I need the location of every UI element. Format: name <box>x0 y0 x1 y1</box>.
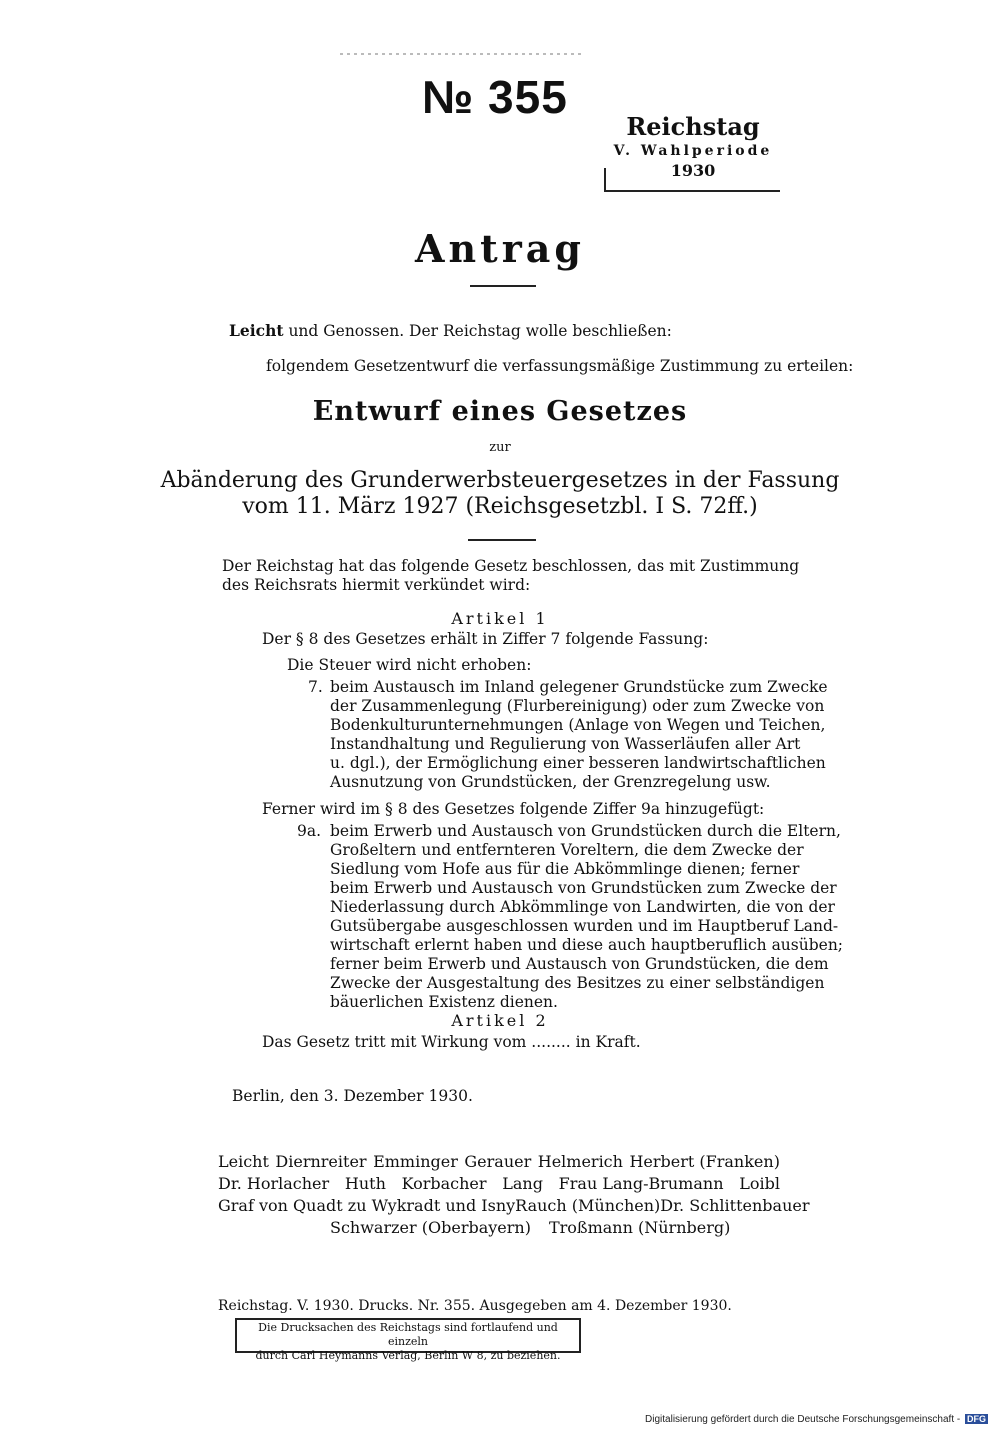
item-7-line: beim Austausch im Inland gelegener Grundstücke zum Zwecke <box>330 678 828 696</box>
reichstag-bracket-rule <box>604 190 780 192</box>
item-7-line: Instandhaltung und Regulierung von Wasserläufen aller Art <box>330 735 801 753</box>
draft-zur: zur <box>489 440 511 455</box>
signatory-row <box>330 1217 730 1239</box>
signatory: Troßmann (Nürnberg) <box>548 1218 731 1237</box>
divider-rule-2 <box>468 539 536 541</box>
signatory: Rauch (München) <box>515 1196 661 1215</box>
dfg-logo-icon: DFG <box>967 1414 986 1424</box>
signatory: Leicht <box>218 1152 269 1171</box>
signatory: Schwarzer (Oberbayern) <box>330 1218 531 1237</box>
signatory: Huth <box>344 1174 386 1193</box>
signatory: Lang <box>502 1174 543 1193</box>
draft-title: Entwurf eines Gesetzes <box>312 396 688 427</box>
draft-subtitle-2: vom 11. März 1927 (Reichsgesetzbl. I S. 72ff.) <box>242 494 758 519</box>
wahlperiode-label: V. Wahlperiode <box>613 143 773 159</box>
item-9a-label: 9a. <box>297 822 322 840</box>
intro-author: Leicht <box>229 321 284 340</box>
article-1-heading: Artikel 1 <box>451 609 549 628</box>
item-9a-line: wirtschaft erlernt haben und diese auch hauptberuflich ausüben; <box>330 936 844 954</box>
article-1-line-3: Ferner wird im § 8 des Gesetzes folgende Ziffer 9a hinzugefügt: <box>262 800 765 818</box>
item-7-line: Bodenkulturunternehmungen (Anlage von Wegen und Teichen, <box>330 716 826 734</box>
signatory: Emminger <box>373 1152 458 1171</box>
item-9a-line: ferner beim Erwerb und Austausch von Grundstücken, die dem <box>330 955 829 973</box>
signatory-row <box>218 1173 780 1195</box>
reichstag-bracket-vertical <box>604 168 606 190</box>
signatory: Dr. Horlacher <box>218 1174 330 1193</box>
article-1-line-2: Die Steuer wird nicht erhoben: <box>287 656 532 674</box>
signatory: Diernreiter <box>275 1152 367 1171</box>
intro-line-1 <box>229 321 672 341</box>
article-1-line-1: Der § 8 des Gesetzes erhält in Ziffer 7 folgende Fassung: <box>262 630 709 648</box>
footer-box-line-1: Die Drucksachen des Reichstags sind fortlaufend und einzeln <box>258 1321 558 1348</box>
place-date: Berlin, den 3. Dezember 1930. <box>232 1087 473 1105</box>
item-9a-line: Siedlung vom Hofe aus für die Abkömmlinge dienen; ferner <box>330 860 800 878</box>
item-7-line: der Zusammenlegung (Flurbereinigung) oder zum Zwecke von <box>330 697 825 715</box>
faint-stamp <box>340 40 640 46</box>
intro-rest: und Genossen. Der Reichstag wolle beschließen: <box>288 322 672 340</box>
digitization-text: Digitalisierung gefördert durch die Deutsche Forschungsgemeinschaft - <box>645 1414 961 1425</box>
signatory: Herbert (Franken) <box>629 1152 780 1171</box>
footer-imprint: Reichstag. V. 1930. Drucks. Nr. 355. Ausgegeben am 4. Dezember 1930. <box>218 1298 732 1314</box>
document-type-heading: Antrag <box>415 226 585 271</box>
item-7-label: 7. <box>308 678 323 696</box>
article-2-heading: Artikel 2 <box>451 1011 549 1030</box>
footer-notice-box <box>235 1318 581 1362</box>
preamble-line-1: Der Reichstag hat das folgende Gesetz beschlossen, das mit Zustimmung <box>222 557 800 575</box>
item-9a-line: beim Erwerb und Austausch von Grundstücken durch die Eltern, <box>330 822 841 840</box>
item-7-line: u. dgl.), der Ermöglichung einer besseren landwirtschaftlichen <box>330 754 826 772</box>
draft-subtitle-1: Abänderung des Grunderwerbsteuergesetzes in der Fassung <box>160 468 840 493</box>
article-2-line: Das Gesetz tritt mit Wirkung vom ........ in Kraft. <box>262 1033 641 1051</box>
preamble-line-2: des Reichsrats hiermit verkündet wird: <box>222 576 531 594</box>
signatory-row <box>218 1151 780 1173</box>
year-label: 1930 <box>670 161 716 180</box>
item-9a-line: beim Erwerb und Austausch von Grundstücken zum Zwecke der <box>330 879 837 897</box>
reichstag-label: Reichstag <box>626 112 760 141</box>
footer-box-line-2: durch Carl Heymanns Verlag, Berlin W 8, zu beziehen. <box>255 1349 561 1362</box>
signatory: Dr. Schlittenbauer <box>660 1196 810 1215</box>
item-9a-line: Niederlassung durch Abkömmlinge von Landwirten, die von der <box>330 898 835 916</box>
item-9a-line: Großeltern und entfernteren Voreltern, die dem Zwecke der <box>330 841 804 859</box>
signatory-row <box>218 1195 810 1217</box>
reichstag-label-block <box>604 112 782 180</box>
signatory: Helmerich <box>537 1152 623 1171</box>
document-number: № 355 <box>422 71 568 123</box>
item-9a-line: Gutsübergabe ausgeschlossen wurden und im Hauptberuf Land- <box>330 917 839 935</box>
item-9a-line: bäuerlichen Existenz dienen. <box>330 993 558 1011</box>
intro-line-2: folgendem Gesetzentwurf die verfassungsmäßige Zustimmung zu erteilen: <box>266 357 854 375</box>
signatory: Frau Lang-Brumann <box>558 1174 724 1193</box>
signatory: Loibl <box>739 1174 780 1193</box>
signatory: Korbacher <box>401 1174 487 1193</box>
item-9a-line: Zwecke der Ausgestaltung des Besitzes zu einer selbständigen <box>330 974 825 992</box>
divider-rule <box>470 285 536 287</box>
digitization-credit <box>645 1414 988 1425</box>
item-7-line: Ausnutzung von Grundstücken, der Grenzregelung usw. <box>330 773 771 791</box>
signatory: Gerauer <box>464 1152 532 1171</box>
signatory: Graf von Quadt zu Wykradt und Isny <box>218 1196 516 1215</box>
